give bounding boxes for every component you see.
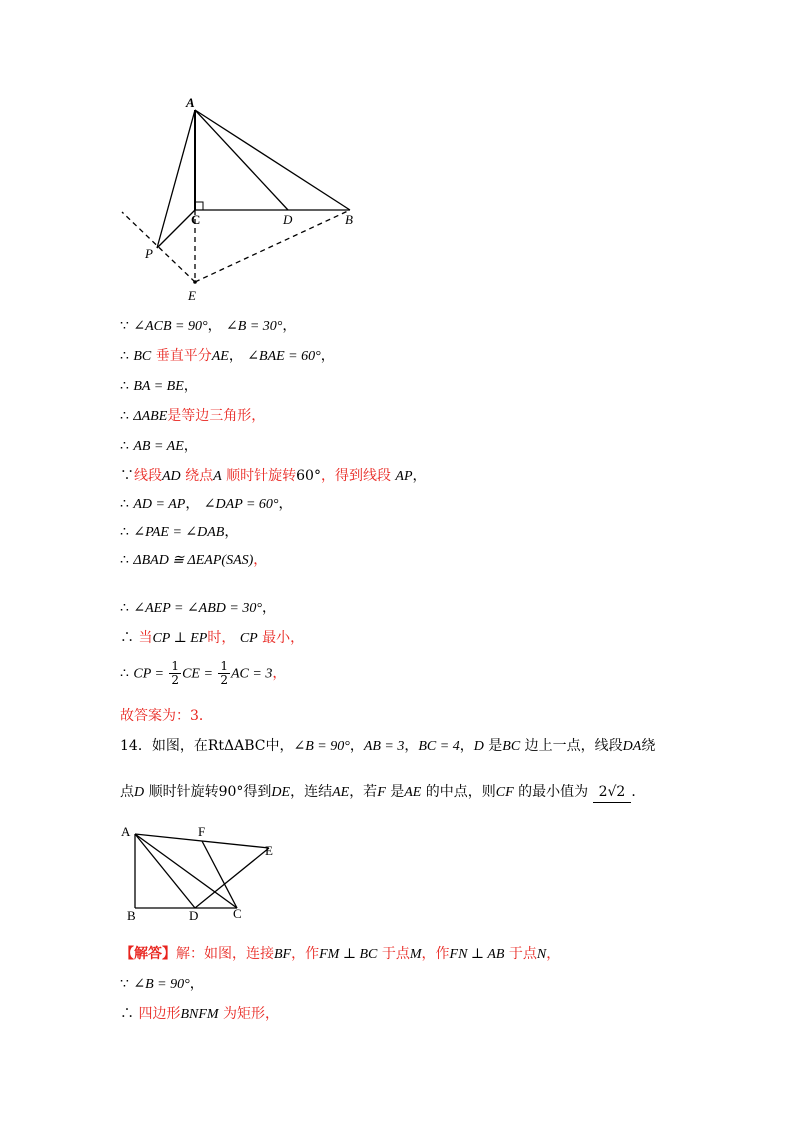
segment-AD: [195, 110, 288, 210]
line-3: ∴ BA = BE，: [120, 378, 198, 394]
line-8: ∴ ∠PAE = ∠DAB，: [120, 524, 239, 540]
line-7: ∴ AD = AP， ∠DAP = 60°，: [120, 496, 293, 512]
label-D: D: [283, 212, 293, 227]
label-P: P: [145, 246, 153, 261]
figure-1: [110, 90, 370, 305]
label-D: D: [189, 908, 199, 922]
fraction-half-1: $\frac{1}{2}$: [171, 659, 180, 687]
solution-line-1: 【解答】解：如图，连接BF，作FM ⊥ BC 于点M，作FN ⊥ AB 于点N，: [120, 946, 561, 962]
line-12: ∴ CP = $\frac{1}{2}$ CE = $\frac{1}{2}$ AC = 3，: [120, 659, 287, 687]
label-A: A: [186, 95, 195, 110]
line-6: ∵线段AD 绕点A 顺时针旋转60°，得到线段 AP，: [120, 468, 427, 484]
line-9: ∴ ΔBAD ≅ ΔEAP(SAS)，: [120, 552, 268, 568]
solution-line-3: ∴ 四边形BNFM 为矩形，: [120, 1006, 280, 1022]
line-10: ∴ ∠AEP = ∠ABD = 30°，: [120, 600, 276, 616]
line-1: ∵ ∠ACB = 90°， ∠B = 30°，: [120, 318, 297, 334]
line-5: ∴ AB = AE，: [120, 438, 198, 454]
segment-AP: [157, 110, 195, 248]
fraction-half-2: $\frac{1}{2}$: [220, 659, 228, 687]
question-14-line-1: 14．如图，在RtΔABC中，∠B = 90°，AB = 3，BC = 4，D 是BC 边上一点，线段DA绕: [120, 738, 656, 754]
label-B: B: [127, 908, 136, 922]
solution-line-2: ∵ ∠B = 90°，: [120, 976, 204, 992]
figure-2: [115, 822, 290, 922]
answer-line: 故答案为：3．: [120, 708, 213, 724]
line-4: ∴ ΔABE是等边三角形，: [120, 408, 266, 424]
line-2: ∴ BC 垂直平分AE， ∠BAE = 60°，: [120, 348, 335, 364]
segment-AB: [195, 110, 350, 210]
label-C: C: [191, 212, 201, 227]
question-14-line-2: 点D 顺时针旋转90°得到DE，连结AE，若F 是AE 的中点，则CF 的最小值为 2√2 ．: [120, 782, 645, 803]
label-F: F: [198, 824, 206, 839]
label-A: A: [121, 824, 131, 839]
segment-EB-dashed: [195, 210, 350, 282]
point-E: [193, 280, 197, 284]
answer-blank: 2√2: [593, 782, 632, 803]
label-C: C: [233, 906, 242, 921]
line-11: ∴ 当CP ⊥ EP时， CP 最小，: [120, 630, 305, 646]
label-E: E: [188, 288, 196, 303]
label-B: B: [345, 212, 353, 227]
right-angle-mark: [195, 202, 203, 210]
label-E: E: [265, 843, 273, 858]
